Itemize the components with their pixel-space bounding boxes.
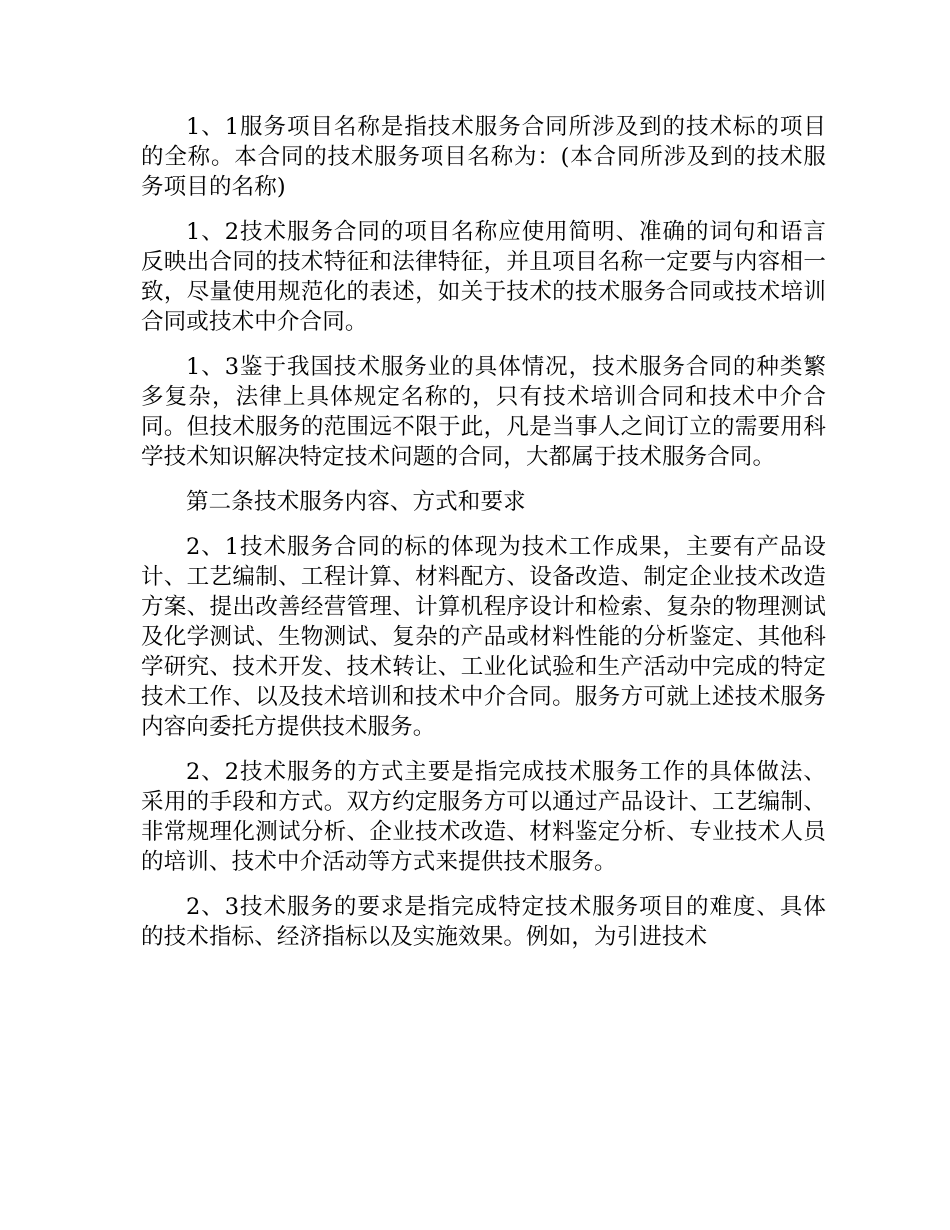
paragraph-1-1: 1、1服务项目名称是指技术服务合同所涉及到的技术标的项目的全称。本合同的技术服务项目名称为：(本合同所涉及到的技术服务项目的名称) bbox=[141, 114, 826, 200]
paragraph-2-2: 2、2技术服务的方式主要是指完成技术服务工作的具体做法、采用的手段和方式。双方约定服务方可以通过产品设计、工艺编制、非常规理化测试分析、企业技术改造、材料鉴定分析、专业技术人员的培训、技术中介活动等方式来提供技术服务。 bbox=[141, 759, 826, 875]
paragraph-2-1: 2、1技术服务合同的标的体现为技术工作成果，主要有产品设计、工艺编制、工程计算、材料配方、设备改造、制定企业技术改造方案、提出改善经营管理、计算机程序设计和检索、复杂的物理测试及化学测试、生物测试、复杂的产品或材料性能的分析鉴定、其他科学研究、技术开发、技术转让、工业化试验和生产活动中完成的特定技术工作、以及技术培训和技术中介合同。服务方可就上述技术服务内容向委托方提供技术服务。 bbox=[141, 534, 826, 740]
document-body bbox=[141, 112, 826, 967]
paragraph-2-3: 2、3技术服务的要求是指完成特定技术服务项目的难度、具体的技术指标、经济指标以及实施效果。例如，为引进技术 bbox=[141, 894, 826, 950]
paragraph-1-2: 1、2技术服务合同的项目名称应使用简明、准确的词句和语言反映出合同的技术特征和法律特征，并且项目名称一定要与内容相一致，尽量使用规范化的表述，如关于技术的技术服务合同或技术培训合同或技术中介合同。 bbox=[141, 219, 826, 335]
paragraph-1-3: 1、3鉴于我国技术服务业的具体情况，技术服务合同的种类繁多复杂，法律上具体规定名称的，只有技术培训合同和技术中介合同。但技术服务的范围远不限于此，凡是当事人之间订立的需要用科学技术知识解决特定技术问题的合同，大都属于技术服务合同。 bbox=[141, 354, 826, 470]
section-heading-article-2: 第二条技术服务内容、方式和要求 bbox=[186, 489, 526, 515]
